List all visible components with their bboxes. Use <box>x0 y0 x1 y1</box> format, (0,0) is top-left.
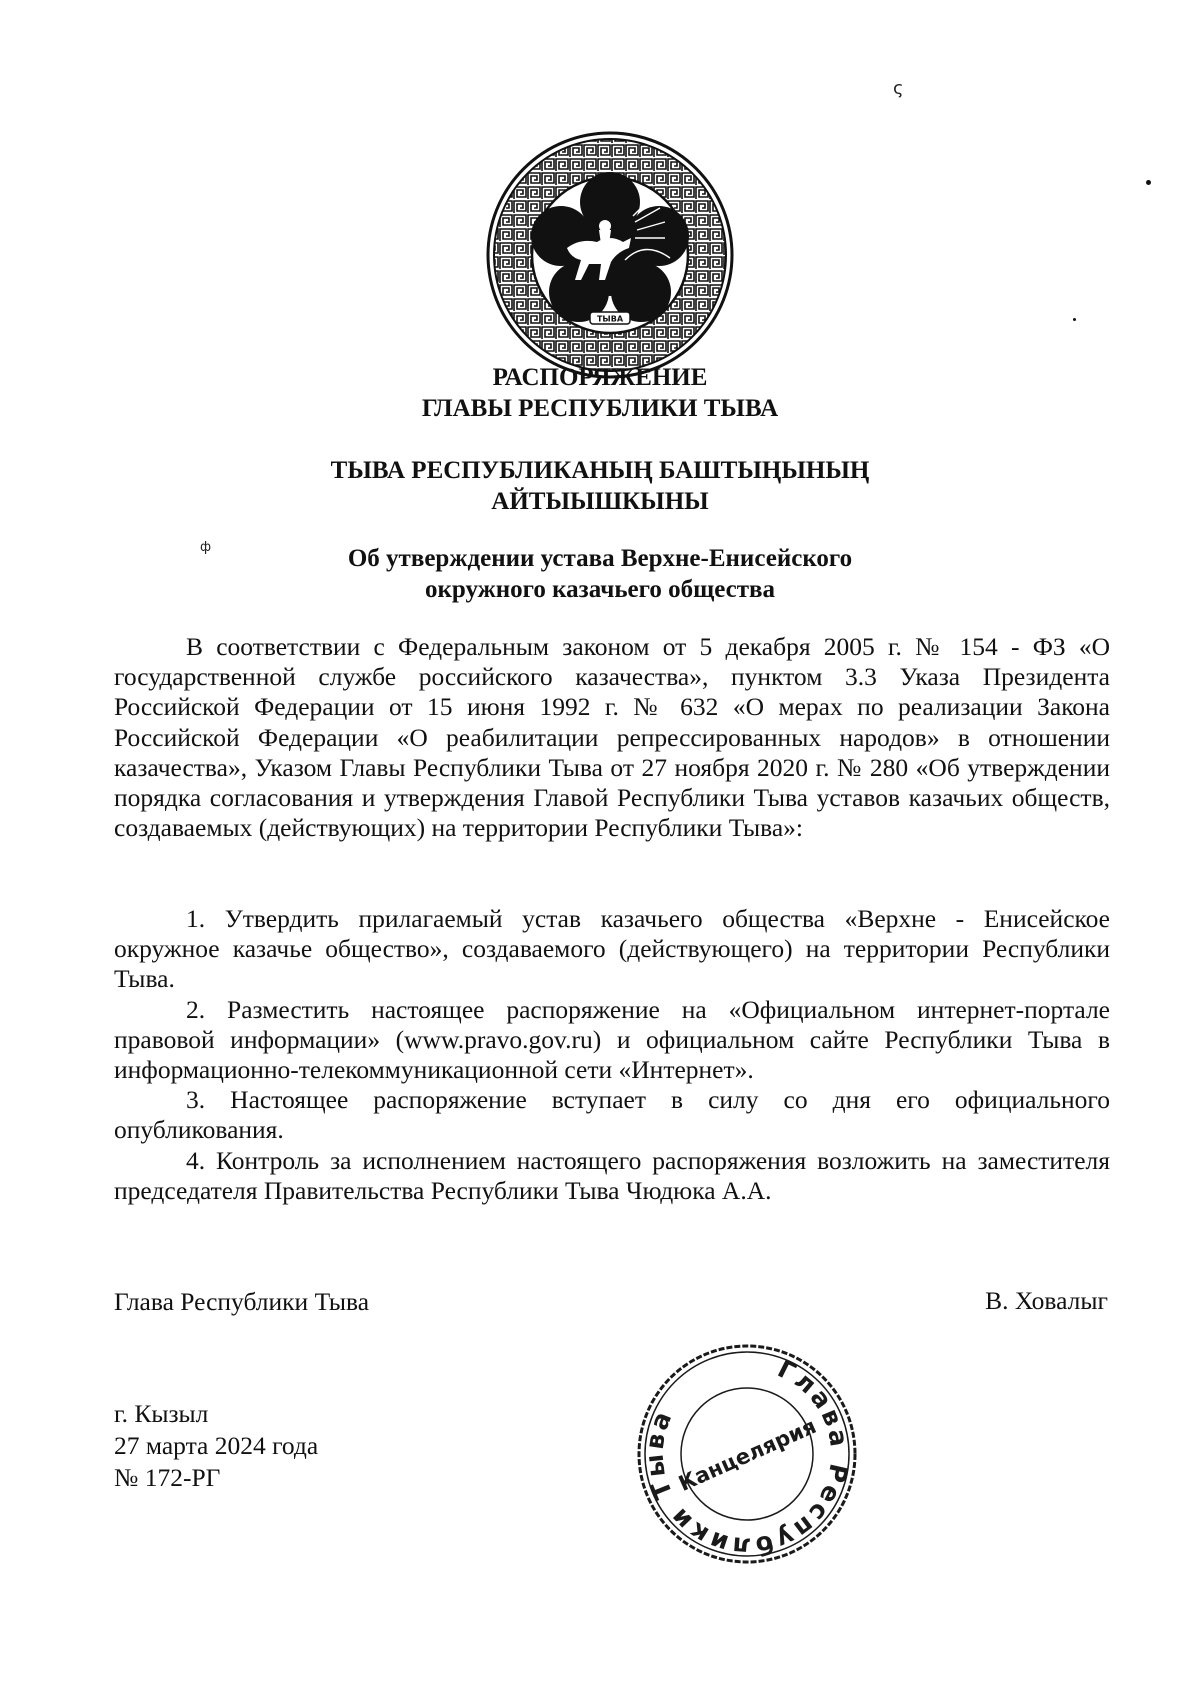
order-item-4: 4. Контроль за исполнением настоящего распоряжения возложить на заместителя председателя Правительства Республики Тыва Чюдюка А.А. <box>114 1145 1110 1205</box>
stamp-ring-text: Глава Республики Тыва <box>639 1353 855 1562</box>
official-stamp <box>633 1340 861 1568</box>
document-details <box>114 1398 318 1494</box>
title-line-2: ГЛАВЫ РЕСПУБЛИКИ ТЫВА <box>421 395 779 422</box>
document-number: № 172-РГ <box>114 1463 221 1492</box>
coat-of-arms-emblem <box>485 130 735 380</box>
preamble-block <box>114 632 1110 843</box>
stamp-center-text: Канцелярия <box>675 1413 820 1496</box>
order-item-3: 3. Настоящее распоряжение вступает в силу со дня его официального опубликования. <box>114 1085 1110 1145</box>
scan-mark: ς <box>893 78 904 99</box>
order-item-2: 2. Разместить настоящее распоряжение на «Официальном интернет-портале правовой информации» (www.pravo.gov.ru) и официальном сайте Республики Тыва в информационно-телекоммуникационной сети «Интернет». <box>114 994 1110 1085</box>
scan-dot <box>1073 318 1076 321</box>
order-item-1: 1. Утвердить прилагаемый устав казачьего общества «Верхне - Енисейское окружное казачье общество», создаваемого (действующего) на территории Республики Тыва. <box>114 904 1110 994</box>
document-title <box>0 362 1200 424</box>
document-city: г. Кызыл <box>114 1399 209 1428</box>
subject-line-2: окружного казачьего общества <box>424 576 775 603</box>
order-items <box>114 904 1110 1206</box>
preamble-paragraph: В соответствии с Федеральным законом от 5 декабря 2005 г. № 154 - ФЗ «О государственной службе российского казачества», пунктом 3.3 Указа Президента Российской Федерации от 15 июня 1992 г. № 632 «О мерах по реализации Закона Российской Федерации «О реабилитации репрессированных народов» в отношении казачества», Указом Главы Республики Тыва от 27 ноября 2020 г. № 280 «Об утверждении порядка согласования и утверждения Главой Республики Тыва уставов казачьих обществ, создаваемых (действующих) на территории Республики Тыва»: <box>114 632 1110 843</box>
stamp-seal-icon <box>633 1340 861 1568</box>
signatory-position: Глава Республики Тыва <box>114 1287 370 1316</box>
tuvan-title-line-1: ТЫВА РЕСПУБЛИКАНЫҢ БАШТЫҢЫНЫҢ <box>330 457 870 484</box>
coat-of-arms-tuva-icon <box>485 130 735 380</box>
document-title-tuvan <box>0 455 1200 517</box>
svg-text:ТЫВА: ТЫВА <box>596 314 624 324</box>
document-subject <box>0 543 1200 605</box>
scan-dot <box>1146 180 1151 185</box>
title-line-1: РАСПОРЯЖЕНИЕ <box>492 364 708 391</box>
scan-mark: ф <box>200 540 212 555</box>
subject-line-1: Об утверждении устава Верхне-Енисейского <box>347 545 853 572</box>
document-date: 27 марта 2024 года <box>114 1431 319 1460</box>
signatory-name: В. Ховалыг <box>985 1286 1108 1315</box>
tuvan-title-line-2: АЙТЫЫШКЫНЫ <box>491 488 709 515</box>
